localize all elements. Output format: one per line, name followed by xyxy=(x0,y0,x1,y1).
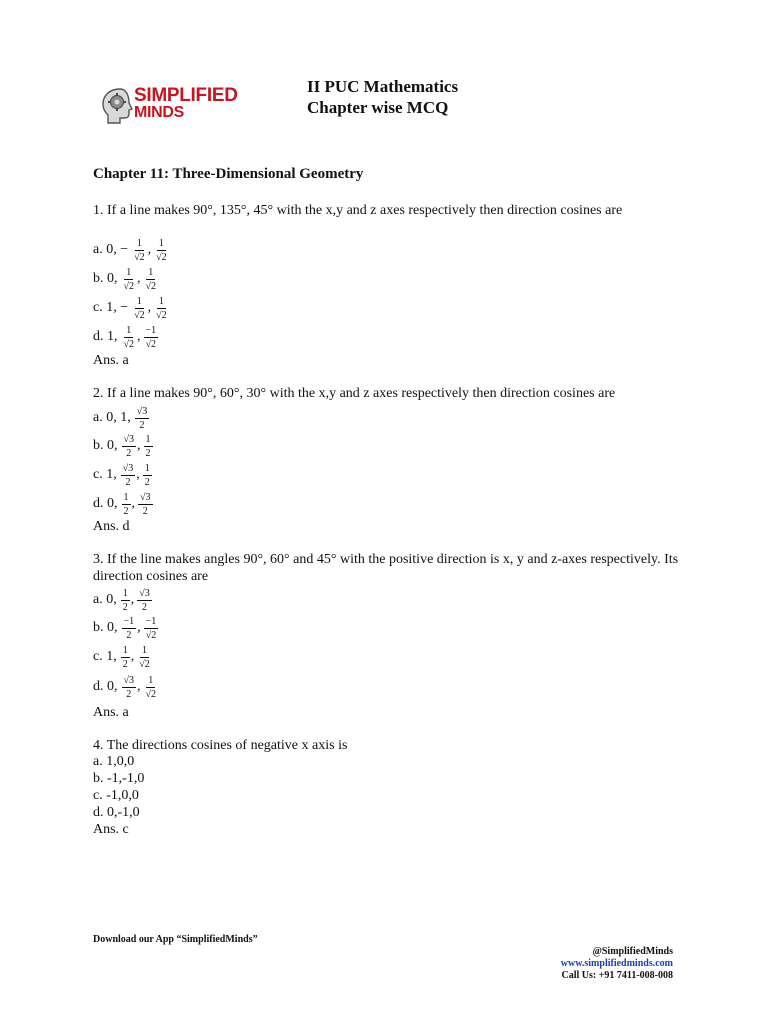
q3-answer: Ans. a xyxy=(93,705,129,720)
logo-text-line2: MINDS xyxy=(134,104,185,121)
q1-answer: Ans. a xyxy=(93,353,129,368)
denominator: √2 xyxy=(134,309,145,321)
q4-answer: Ans. c xyxy=(93,822,129,837)
fraction xyxy=(144,267,159,292)
denominator: 2 xyxy=(141,601,147,613)
denominator: √2 xyxy=(145,280,156,292)
fraction xyxy=(122,434,137,459)
numerator: 1 xyxy=(148,266,154,278)
fraction xyxy=(137,588,152,613)
numerator: 1 xyxy=(136,237,142,249)
q4-option-b: b. -1,-1,0 xyxy=(93,771,145,786)
q1-option-d: d. 1, $\frac{1}{√2}$ , $\frac{-1}{√2}$ xyxy=(93,324,157,350)
option-label: c. 1, xyxy=(93,649,117,664)
denominator: 2 xyxy=(122,601,128,613)
q2-option-b: b. 0, $\frac{√3}{2}$ , $\frac{1}{2}$ xyxy=(93,433,151,459)
website-link[interactable]: www.simplifiedminds.com xyxy=(560,958,673,969)
question-4: 4. The directions cosines of negative x axis is xyxy=(93,738,348,753)
denominator: √2 xyxy=(123,280,134,292)
denominator: 2 xyxy=(142,505,148,517)
title-line-1: II PUC Mathematics xyxy=(307,77,459,96)
fraction xyxy=(121,645,130,670)
numerator: 1 xyxy=(122,644,128,656)
document-title xyxy=(307,76,458,118)
numerator: √3 xyxy=(140,491,151,503)
q2-option-d: d. 0, $\frac{1}{2}$ , $\frac{√3}{2}$ xyxy=(93,491,151,517)
numerator: √3 xyxy=(139,587,150,599)
fraction xyxy=(144,616,159,641)
option-label: b. 0, xyxy=(93,620,118,635)
option-label: d. 0, xyxy=(93,496,118,511)
fraction xyxy=(132,238,147,263)
numerator: 1 xyxy=(148,674,154,686)
footer-contact xyxy=(561,946,673,982)
fraction xyxy=(122,492,131,517)
fraction xyxy=(144,675,159,700)
denominator: 2 xyxy=(145,447,151,459)
question-1: 1. If a line makes 90°, 135°, 45° with the x,y and z axes respectively then direction cosines are xyxy=(93,203,623,218)
fraction xyxy=(122,267,137,292)
numerator: 1 xyxy=(158,237,164,249)
fraction xyxy=(138,492,153,517)
numerator: 1 xyxy=(122,587,128,599)
q4-option-d: d. 0,-1,0 xyxy=(93,805,140,820)
option-label: b. 0, xyxy=(93,271,118,286)
brand-logo xyxy=(98,84,238,126)
denominator: √2 xyxy=(145,629,157,641)
denominator: 2 xyxy=(144,476,150,488)
q4-option-a: a. 1,0,0 xyxy=(93,754,135,769)
numerator: −1 xyxy=(145,324,157,336)
denominator: 2 xyxy=(139,419,145,431)
denominator: 2 xyxy=(125,476,131,488)
footer-download-app: Download our App “SimplifiedMinds” xyxy=(93,934,258,945)
fraction xyxy=(154,238,169,263)
q2-option-c: c. 1, $\frac{√3}{2}$ , $\frac{1}{2}$ xyxy=(93,462,150,488)
fraction xyxy=(132,296,147,321)
q3-option-b: b. 0, $\frac{-1}{2}$ , $\frac{-1}{√2}$ xyxy=(93,615,157,641)
denominator: √2 xyxy=(156,309,167,321)
option-label: a. 0, xyxy=(93,592,117,607)
option-label: a. 0, 1, xyxy=(93,410,131,425)
denominator: √2 xyxy=(134,251,145,263)
option-label: a. 0, − xyxy=(93,242,129,257)
question-2: 2. If a line makes 90°, 60°, 30° with the x,y and z axes respectively then direction cosines are xyxy=(93,386,616,401)
social-handle: @SimplifiedMinds xyxy=(592,946,673,957)
option-label: d. 0, xyxy=(93,679,118,694)
denominator: 2 xyxy=(123,505,129,517)
fraction xyxy=(135,406,150,431)
denominator: √2 xyxy=(123,338,134,350)
numerator: 1 xyxy=(141,644,147,656)
fraction xyxy=(121,588,130,613)
q2-option-a xyxy=(93,403,150,433)
numerator: 1 xyxy=(126,266,132,278)
denominator: 2 xyxy=(122,658,128,670)
fraction xyxy=(122,675,137,700)
numerator: −1 xyxy=(123,615,135,627)
option-label: d. 1, xyxy=(93,329,118,344)
phone-number: Call Us: +91 7411-008-008 xyxy=(561,970,673,981)
numerator: 1 xyxy=(126,324,132,336)
denominator: √2 xyxy=(156,251,167,263)
q3-option-c: c. 1, $\frac{1}{2}$ , $\frac{1}{√2}$ xyxy=(93,644,150,670)
numerator: 1 xyxy=(136,295,142,307)
numerator: √3 xyxy=(122,462,134,474)
head-gear-icon xyxy=(98,84,138,126)
numerator: √3 xyxy=(123,674,134,686)
option-label: c. 1, xyxy=(93,467,117,482)
q1-option-a: a. 0, − $\frac{1}{√2}$ , $\frac{1}{√2}$ xyxy=(93,237,167,263)
fraction xyxy=(154,296,169,321)
numerator: −1 xyxy=(145,615,157,627)
q4-option-c: c. -1,0,0 xyxy=(93,788,139,803)
q3-option-d: d. 0, $\frac{√3}{2}$ , $\frac{1}{√2}$ xyxy=(93,674,156,700)
q1-option-b: b. 0, $\frac{1}{√2}$ , $\frac{1}{√2}$ xyxy=(93,266,156,292)
denominator: √2 xyxy=(139,658,150,670)
numerator: √3 xyxy=(136,405,148,417)
fraction xyxy=(137,645,152,670)
q3-option-a: a. 0, $\frac{1}{2}$ , $\frac{√3}{2}$ xyxy=(93,587,150,613)
q2-answer: Ans. d xyxy=(93,519,130,534)
chapter-heading: Chapter 11: Three-Dimensional Geometry xyxy=(93,166,364,182)
numerator: 1 xyxy=(123,491,129,503)
denominator: 2 xyxy=(126,629,132,641)
q1-option-c: c. 1, − $\frac{1}{√2}$ , $\frac{1}{√2}$ xyxy=(93,295,167,321)
question-3: 3. If the line makes angles 90°, 60° and 45° with the positive direction is x, y and z-axes respectively. Its direction cosines are xyxy=(93,552,679,584)
option-label: b. 0, xyxy=(93,438,118,453)
denominator: √2 xyxy=(145,338,157,350)
numerator: 1 xyxy=(145,433,151,445)
numerator: √3 xyxy=(123,433,134,445)
fraction xyxy=(121,463,136,488)
numerator: 1 xyxy=(144,462,150,474)
fraction xyxy=(122,616,137,641)
fraction xyxy=(144,325,159,350)
title-line-2: Chapter wise MCQ xyxy=(307,98,449,117)
logo-text-line1: SIMPLIFIED xyxy=(134,85,238,106)
option-label: c. 1, − xyxy=(93,300,129,315)
denominator: 2 xyxy=(126,447,132,459)
fraction xyxy=(144,434,153,459)
fraction xyxy=(122,325,137,350)
denominator: 2 xyxy=(126,688,132,700)
fraction xyxy=(143,463,152,488)
numerator: 1 xyxy=(158,295,164,307)
denominator: √2 xyxy=(145,688,156,700)
